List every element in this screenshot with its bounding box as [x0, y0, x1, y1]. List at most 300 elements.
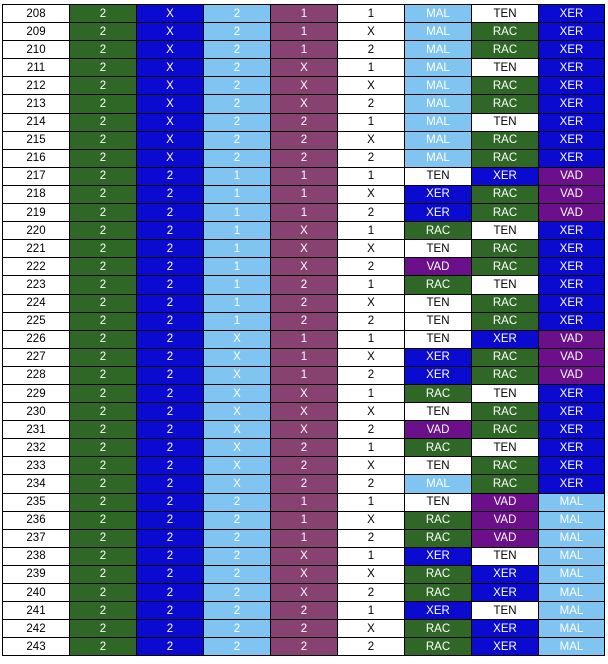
col-purple-cell: X	[271, 584, 338, 602]
col-light-blue-cell: 2	[204, 511, 271, 529]
col-blue-cell: 2	[137, 511, 204, 529]
row-number-cell: 220	[3, 222, 70, 240]
pick-1-cell: RAC	[405, 511, 472, 529]
pick-1-cell: XER	[405, 185, 472, 203]
col-green-cell: 2	[70, 403, 137, 421]
col-green-cell: 2	[70, 59, 137, 77]
pick-3-cell: XER	[539, 77, 605, 95]
pick-2-cell: RAC	[472, 403, 539, 421]
col-blue-cell: X	[137, 131, 204, 149]
table-row	[3, 240, 605, 258]
pick-1-cell: TEN	[405, 294, 472, 312]
col-green-cell: 2	[70, 366, 137, 384]
pick-2-cell: XER	[472, 330, 539, 348]
col-light-blue-cell: 1	[204, 312, 271, 330]
pick-3-cell: XER	[539, 258, 605, 276]
pick-2-cell: RAC	[472, 23, 539, 41]
col-light-blue-cell: 1	[204, 294, 271, 312]
col-purple-cell: 1	[271, 41, 338, 59]
table-row	[3, 620, 605, 638]
col-white-cell: 1	[338, 113, 405, 131]
col-purple-cell: 2	[271, 475, 338, 493]
col-blue-cell: X	[137, 5, 204, 23]
table-row	[3, 493, 605, 511]
row-number-cell: 228	[3, 366, 70, 384]
col-blue-cell: 2	[137, 439, 204, 457]
col-white-cell: X	[338, 511, 405, 529]
row-number-cell: 208	[3, 5, 70, 23]
row-number-cell: 243	[3, 638, 70, 656]
pick-3-cell: VAD	[539, 167, 605, 185]
col-purple-cell: X	[271, 77, 338, 95]
pick-2-cell: TEN	[472, 439, 539, 457]
pick-3-cell: XER	[539, 5, 605, 23]
pick-3-cell: XER	[539, 421, 605, 439]
row-number-cell: 217	[3, 167, 70, 185]
pick-1-cell: TEN	[405, 312, 472, 330]
col-purple-cell: 2	[271, 439, 338, 457]
table-row	[3, 475, 605, 493]
table-row	[3, 258, 605, 276]
pick-1-cell: TEN	[405, 330, 472, 348]
col-purple-cell: 2	[271, 113, 338, 131]
row-number-cell: 214	[3, 113, 70, 131]
col-light-blue-cell: 2	[204, 565, 271, 583]
pick-3-cell: XER	[539, 457, 605, 475]
results-table	[2, 4, 605, 656]
col-blue-cell: 2	[137, 258, 204, 276]
col-white-cell: X	[338, 294, 405, 312]
col-purple-cell: 2	[271, 312, 338, 330]
col-blue-cell: 2	[137, 547, 204, 565]
pick-1-cell: RAC	[405, 565, 472, 583]
pick-1-cell: MAL	[405, 59, 472, 77]
col-green-cell: 2	[70, 529, 137, 547]
col-blue-cell: 2	[137, 403, 204, 421]
col-white-cell: X	[338, 620, 405, 638]
col-purple-cell: 1	[271, 529, 338, 547]
pick-3-cell: XER	[539, 131, 605, 149]
table-row	[3, 167, 605, 185]
row-number-cell: 227	[3, 348, 70, 366]
col-light-blue-cell: 2	[204, 620, 271, 638]
row-number-cell: 236	[3, 511, 70, 529]
col-purple-cell: 2	[271, 294, 338, 312]
pick-2-cell: RAC	[472, 149, 539, 167]
col-light-blue-cell: 2	[204, 493, 271, 511]
row-number-cell: 221	[3, 240, 70, 258]
row-number-cell: 224	[3, 294, 70, 312]
table-row	[3, 77, 605, 95]
pick-2-cell: TEN	[472, 59, 539, 77]
col-purple-cell: 1	[271, 511, 338, 529]
pick-1-cell: MAL	[405, 95, 472, 113]
table-row	[3, 602, 605, 620]
table-body	[3, 5, 605, 656]
pick-3-cell: XER	[539, 95, 605, 113]
pick-3-cell: VAD	[539, 366, 605, 384]
col-purple-cell: X	[271, 384, 338, 402]
pick-2-cell: RAC	[472, 204, 539, 222]
pick-1-cell: RAC	[405, 620, 472, 638]
col-blue-cell: X	[137, 23, 204, 41]
table-row	[3, 41, 605, 59]
col-white-cell: 1	[338, 384, 405, 402]
pick-2-cell: RAC	[472, 366, 539, 384]
col-white-cell: X	[338, 565, 405, 583]
col-white-cell: 1	[338, 59, 405, 77]
pick-2-cell: RAC	[472, 294, 539, 312]
col-blue-cell: 2	[137, 457, 204, 475]
table-row	[3, 638, 605, 656]
pick-2-cell: VAD	[472, 511, 539, 529]
table-row	[3, 59, 605, 77]
table-row	[3, 439, 605, 457]
row-number-cell: 235	[3, 493, 70, 511]
col-blue-cell: 2	[137, 475, 204, 493]
row-number-cell: 215	[3, 131, 70, 149]
pick-2-cell: RAC	[472, 77, 539, 95]
col-green-cell: 2	[70, 5, 137, 23]
col-purple-cell: 1	[271, 204, 338, 222]
col-purple-cell: 1	[271, 5, 338, 23]
col-white-cell: 2	[338, 529, 405, 547]
col-blue-cell: X	[137, 149, 204, 167]
row-number-cell: 232	[3, 439, 70, 457]
col-blue-cell: 2	[137, 529, 204, 547]
pick-1-cell: MAL	[405, 149, 472, 167]
pick-1-cell: MAL	[405, 23, 472, 41]
col-purple-cell: X	[271, 421, 338, 439]
pick-3-cell: MAL	[539, 602, 605, 620]
col-green-cell: 2	[70, 330, 137, 348]
table-row	[3, 565, 605, 583]
col-white-cell: 1	[338, 222, 405, 240]
pick-3-cell: MAL	[539, 529, 605, 547]
table-row	[3, 23, 605, 41]
col-purple-cell: X	[271, 59, 338, 77]
pick-3-cell: MAL	[539, 638, 605, 656]
col-white-cell: X	[338, 185, 405, 203]
row-number-cell: 242	[3, 620, 70, 638]
row-number-cell: 241	[3, 602, 70, 620]
pick-2-cell: XER	[472, 565, 539, 583]
table-row	[3, 457, 605, 475]
col-light-blue-cell: 1	[204, 276, 271, 294]
pick-2-cell: TEN	[472, 384, 539, 402]
col-green-cell: 2	[70, 475, 137, 493]
table-row	[3, 222, 605, 240]
col-purple-cell: 2	[271, 638, 338, 656]
col-light-blue-cell: 1	[204, 204, 271, 222]
pick-1-cell: MAL	[405, 131, 472, 149]
col-blue-cell: 2	[137, 565, 204, 583]
pick-1-cell: TEN	[405, 457, 472, 475]
col-blue-cell: 2	[137, 584, 204, 602]
col-green-cell: 2	[70, 384, 137, 402]
col-blue-cell: 2	[137, 204, 204, 222]
col-green-cell: 2	[70, 638, 137, 656]
col-blue-cell: 2	[137, 240, 204, 258]
col-light-blue-cell: X	[204, 366, 271, 384]
pick-2-cell: XER	[472, 167, 539, 185]
col-green-cell: 2	[70, 258, 137, 276]
col-green-cell: 2	[70, 204, 137, 222]
pick-3-cell: XER	[539, 59, 605, 77]
pick-3-cell: XER	[539, 384, 605, 402]
col-green-cell: 2	[70, 77, 137, 95]
table-row	[3, 185, 605, 203]
col-light-blue-cell: 1	[204, 185, 271, 203]
pick-2-cell: TEN	[472, 547, 539, 565]
col-white-cell: 2	[338, 475, 405, 493]
col-light-blue-cell: X	[204, 421, 271, 439]
col-blue-cell: 2	[137, 384, 204, 402]
pick-3-cell: XER	[539, 240, 605, 258]
pick-1-cell: VAD	[405, 421, 472, 439]
col-green-cell: 2	[70, 23, 137, 41]
pick-3-cell: XER	[539, 294, 605, 312]
pick-2-cell: XER	[472, 620, 539, 638]
row-number-cell: 225	[3, 312, 70, 330]
col-purple-cell: 1	[271, 348, 338, 366]
col-light-blue-cell: X	[204, 403, 271, 421]
row-number-cell: 212	[3, 77, 70, 95]
col-white-cell: 2	[338, 421, 405, 439]
row-number-cell: 222	[3, 258, 70, 276]
pick-1-cell: RAC	[405, 222, 472, 240]
row-number-cell: 216	[3, 149, 70, 167]
pick-3-cell: XER	[539, 23, 605, 41]
col-blue-cell: 2	[137, 638, 204, 656]
col-green-cell: 2	[70, 149, 137, 167]
pick-2-cell: RAC	[472, 348, 539, 366]
pick-2-cell: RAC	[472, 475, 539, 493]
row-number-cell: 219	[3, 204, 70, 222]
pick-2-cell: TEN	[472, 113, 539, 131]
table-row	[3, 5, 605, 23]
col-white-cell: X	[338, 457, 405, 475]
pick-3-cell: VAD	[539, 185, 605, 203]
col-light-blue-cell: X	[204, 475, 271, 493]
pick-2-cell: TEN	[472, 222, 539, 240]
row-number-cell: 238	[3, 547, 70, 565]
pick-3-cell: XER	[539, 312, 605, 330]
col-light-blue-cell: 2	[204, 113, 271, 131]
col-light-blue-cell: 2	[204, 5, 271, 23]
row-number-cell: 213	[3, 95, 70, 113]
col-purple-cell: 2	[271, 602, 338, 620]
col-green-cell: 2	[70, 113, 137, 131]
row-number-cell: 229	[3, 384, 70, 402]
col-green-cell: 2	[70, 167, 137, 185]
table-row	[3, 276, 605, 294]
col-blue-cell: 2	[137, 294, 204, 312]
row-number-cell: 231	[3, 421, 70, 439]
row-number-cell: 218	[3, 185, 70, 203]
pick-3-cell: MAL	[539, 565, 605, 583]
col-purple-cell: X	[271, 222, 338, 240]
pick-2-cell: XER	[472, 638, 539, 656]
table-row	[3, 547, 605, 565]
table-row	[3, 348, 605, 366]
col-purple-cell: 1	[271, 493, 338, 511]
col-green-cell: 2	[70, 511, 137, 529]
col-green-cell: 2	[70, 131, 137, 149]
table-row	[3, 131, 605, 149]
pick-1-cell: TEN	[405, 403, 472, 421]
pick-3-cell: VAD	[539, 330, 605, 348]
col-light-blue-cell: X	[204, 439, 271, 457]
col-blue-cell: X	[137, 59, 204, 77]
row-number-cell: 211	[3, 59, 70, 77]
col-blue-cell: 2	[137, 602, 204, 620]
row-number-cell: 237	[3, 529, 70, 547]
col-light-blue-cell: 2	[204, 529, 271, 547]
col-purple-cell: X	[271, 565, 338, 583]
row-number-cell: 226	[3, 330, 70, 348]
col-green-cell: 2	[70, 439, 137, 457]
col-blue-cell: 2	[137, 222, 204, 240]
table-row	[3, 529, 605, 547]
pick-3-cell: XER	[539, 149, 605, 167]
pick-3-cell: VAD	[539, 348, 605, 366]
col-white-cell: 1	[338, 330, 405, 348]
pick-1-cell: RAC	[405, 384, 472, 402]
pick-1-cell: XER	[405, 348, 472, 366]
pick-2-cell: RAC	[472, 312, 539, 330]
col-blue-cell: 2	[137, 167, 204, 185]
col-light-blue-cell: 1	[204, 167, 271, 185]
pick-1-cell: XER	[405, 547, 472, 565]
results-grid	[2, 4, 605, 656]
col-blue-cell: 2	[137, 185, 204, 203]
col-light-blue-cell: 2	[204, 602, 271, 620]
col-light-blue-cell: 2	[204, 149, 271, 167]
pick-1-cell: MAL	[405, 113, 472, 131]
col-light-blue-cell: 2	[204, 547, 271, 565]
col-purple-cell: 2	[271, 620, 338, 638]
col-green-cell: 2	[70, 185, 137, 203]
pick-3-cell: XER	[539, 403, 605, 421]
col-green-cell: 2	[70, 240, 137, 258]
col-purple-cell: 2	[271, 131, 338, 149]
pick-2-cell: XER	[472, 584, 539, 602]
pick-2-cell: RAC	[472, 131, 539, 149]
table-row	[3, 149, 605, 167]
col-blue-cell: 2	[137, 312, 204, 330]
col-light-blue-cell: 2	[204, 59, 271, 77]
col-white-cell: 2	[338, 366, 405, 384]
col-white-cell: 1	[338, 493, 405, 511]
col-white-cell: 2	[338, 584, 405, 602]
col-purple-cell: 2	[271, 457, 338, 475]
col-light-blue-cell: 1	[204, 240, 271, 258]
pick-3-cell: XER	[539, 439, 605, 457]
col-white-cell: 1	[338, 276, 405, 294]
pick-2-cell: TEN	[472, 602, 539, 620]
col-green-cell: 2	[70, 547, 137, 565]
col-blue-cell: X	[137, 77, 204, 95]
col-white-cell: X	[338, 77, 405, 95]
col-light-blue-cell: 2	[204, 77, 271, 95]
pick-1-cell: TEN	[405, 240, 472, 258]
pick-1-cell: VAD	[405, 258, 472, 276]
col-light-blue-cell: 2	[204, 95, 271, 113]
col-purple-cell: X	[271, 547, 338, 565]
col-light-blue-cell: 1	[204, 222, 271, 240]
pick-1-cell: TEN	[405, 493, 472, 511]
col-green-cell: 2	[70, 421, 137, 439]
row-number-cell: 233	[3, 457, 70, 475]
col-white-cell: 1	[338, 439, 405, 457]
col-green-cell: 2	[70, 584, 137, 602]
pick-3-cell: MAL	[539, 584, 605, 602]
col-white-cell: 2	[338, 95, 405, 113]
col-green-cell: 2	[70, 457, 137, 475]
col-white-cell: 2	[338, 312, 405, 330]
pick-2-cell: TEN	[472, 5, 539, 23]
col-white-cell: 1	[338, 602, 405, 620]
col-white-cell: 2	[338, 41, 405, 59]
table-row	[3, 312, 605, 330]
pick-1-cell: RAC	[405, 529, 472, 547]
col-white-cell: X	[338, 131, 405, 149]
col-light-blue-cell: X	[204, 330, 271, 348]
table-row	[3, 95, 605, 113]
pick-3-cell: XER	[539, 113, 605, 131]
col-light-blue-cell: 1	[204, 258, 271, 276]
pick-2-cell: RAC	[472, 95, 539, 113]
col-purple-cell: X	[271, 240, 338, 258]
table-row	[3, 403, 605, 421]
col-light-blue-cell: 2	[204, 584, 271, 602]
pick-3-cell: VAD	[539, 204, 605, 222]
col-white-cell: 1	[338, 547, 405, 565]
pick-2-cell: RAC	[472, 41, 539, 59]
table-row	[3, 366, 605, 384]
col-white-cell: 2	[338, 258, 405, 276]
row-number-cell: 223	[3, 276, 70, 294]
col-white-cell: X	[338, 403, 405, 421]
col-blue-cell: 2	[137, 421, 204, 439]
col-white-cell: X	[338, 23, 405, 41]
col-green-cell: 2	[70, 222, 137, 240]
row-number-cell: 234	[3, 475, 70, 493]
col-light-blue-cell: X	[204, 348, 271, 366]
col-green-cell: 2	[70, 620, 137, 638]
pick-3-cell: MAL	[539, 620, 605, 638]
col-blue-cell: 2	[137, 330, 204, 348]
col-blue-cell: X	[137, 113, 204, 131]
col-green-cell: 2	[70, 348, 137, 366]
col-light-blue-cell: X	[204, 384, 271, 402]
col-green-cell: 2	[70, 276, 137, 294]
pick-1-cell: RAC	[405, 584, 472, 602]
pick-2-cell: RAC	[472, 185, 539, 203]
col-white-cell: 2	[338, 204, 405, 222]
col-blue-cell: X	[137, 95, 204, 113]
col-purple-cell: 2	[271, 149, 338, 167]
col-white-cell: 2	[338, 149, 405, 167]
pick-1-cell: MAL	[405, 77, 472, 95]
col-blue-cell: 2	[137, 366, 204, 384]
pick-1-cell: XER	[405, 366, 472, 384]
row-number-cell: 240	[3, 584, 70, 602]
pick-3-cell: MAL	[539, 511, 605, 529]
pick-1-cell: RAC	[405, 276, 472, 294]
col-white-cell: X	[338, 348, 405, 366]
